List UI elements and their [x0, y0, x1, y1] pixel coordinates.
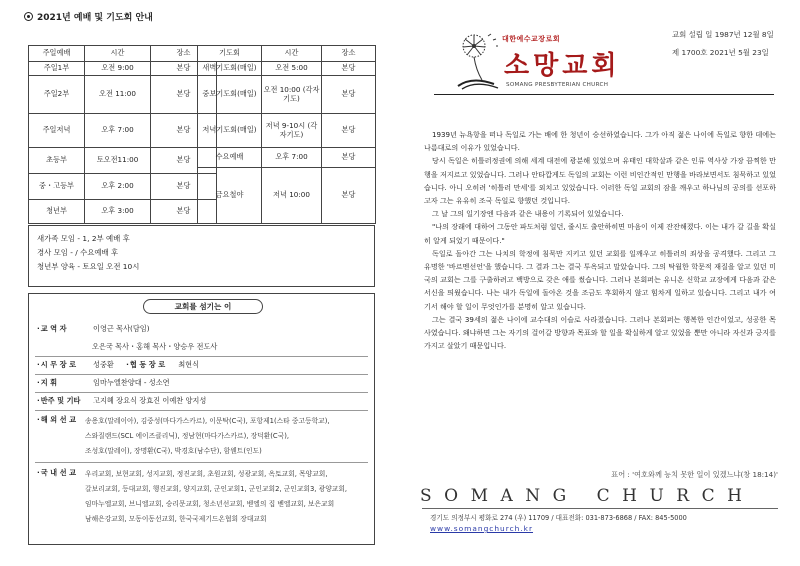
table-cell: 중・고등부 — [29, 174, 85, 200]
address: 경기도 의정부시 평화로 274 (우) 11709 / 대표전화: 031-873-6868 / FAX: 845-5000 — [430, 514, 687, 522]
divider — [35, 410, 368, 411]
table-cell: 오후 2:00 — [85, 174, 151, 200]
divider — [35, 392, 368, 393]
staff-row-accompanist: ·반주 및 기타 고지혜 장요식 장효진 이예찬 양지성 — [37, 396, 207, 405]
table-cell: 본당 — [151, 174, 217, 200]
table-cell: 오후 3:00 — [85, 200, 151, 224]
divider — [35, 462, 368, 463]
paragraph: 그 날 그의 일기장엔 다음과 같은 내용이 기록되어 있었습니다. — [432, 209, 624, 219]
paragraph: "나의 장래에 대하여 그동안 파도처럼 일던, 줄시도 출안하히면 마음이 이제 잔잔해졌다. 이는 내가 갈 길을 확실히 알게 되었기 때문이다." — [424, 222, 776, 245]
table-cell: 중보기도회(매일) — [198, 76, 262, 114]
logo-subtitle: 대한예수교장로회 — [502, 35, 561, 43]
table-cell: 본당 — [322, 76, 376, 114]
staff-row-overseas: ·해 외 선 교 — [37, 415, 77, 424]
article-body — [424, 128, 776, 352]
table-header: 시간 — [85, 46, 151, 62]
staff-box — [28, 293, 375, 545]
overseas-line: 조성호(말레이), 장명환(C국), 박경호(남수단), 함웬트(인도) — [85, 447, 262, 455]
table-cell: 본당 — [322, 168, 376, 224]
bullet-circle-icon — [24, 12, 33, 21]
established-date: 교회 설립 일 1987년 12월 8일 — [672, 30, 774, 39]
table-cell: 주일1부 — [29, 62, 85, 76]
meeting-line: 청년부 양육 - 토요일 오전 10시 — [37, 262, 140, 271]
prayer-schedule-table — [197, 45, 376, 224]
domestic-line: 우리교회, 보현교회, 성지교회, 정진교회, 초원교회, 성광교회, 옥토교회, 목양교회, — [85, 470, 328, 478]
table-cell: 저녁 10:00 — [262, 168, 322, 224]
domestic-line: 남해은강교회, 모동이동선교회, 한국국제기드온협회 장대교회 — [85, 515, 267, 523]
table-cell: 본당 — [322, 62, 376, 76]
table-cell: 본당 — [151, 200, 217, 224]
table-cell: 저녁기도회(매일) — [198, 114, 262, 148]
schedule-section-title: 2021년 예배 및 기도회 안내 — [24, 10, 153, 23]
staff-row-pastor: ·교 역 자 이영근 목사(담임) — [37, 324, 150, 333]
table-cell: 초등부 — [29, 148, 85, 174]
table-cell: 본당 — [151, 148, 217, 174]
divider — [35, 356, 368, 357]
worship-schedule-table — [28, 45, 217, 224]
table-header: 장소 — [322, 46, 376, 62]
table-cell: 금요철야 — [198, 168, 262, 224]
issue-info: 제 1700호 2021년 5월 23일 — [672, 48, 769, 57]
table-header: 기도회 — [198, 46, 262, 62]
table-cell: 오전 5:00 — [262, 62, 322, 76]
table-cell: 오전 11:00 — [85, 76, 151, 114]
overseas-line: 스와질랜드(SCL 에이즈클리닉), 정남현(마다가스카르), 장덕환(C국), — [85, 432, 290, 440]
church-logo — [442, 26, 632, 96]
staff-row-office: ·지 휘 임마누엘찬양대 - 성소연 — [37, 378, 170, 387]
table-header: 시간 — [262, 46, 322, 62]
table-cell: 오후 7:00 — [85, 114, 151, 148]
brand-wordmark: SOMANG CHURCH — [420, 486, 755, 506]
table-cell: 본당 — [151, 76, 217, 114]
table-cell: 오전 10:00 (각자기도) — [262, 76, 322, 114]
table-cell: 본당 — [322, 148, 376, 168]
paragraph: 1939년 뉴욕항을 떠나 독일로 가는 배에 한 청년이 승선하였습니다. 그가 아직 젊은 나이에 독일로 향한 데에는 나름대로의 이유가 있었습니다. — [424, 130, 776, 153]
table-cell: 청년부 — [29, 200, 85, 224]
header-divider — [434, 94, 774, 95]
domestic-line: 임마누엘교회, 브니엘교회, 승리문교회, 청소년선교회, 벧엘의 집 벧엘교회, 보은교회 — [85, 500, 335, 508]
domestic-line: 갈보리교회, 등대교회, 행진교회, 양지교회, 군인교회1, 군인교회2, 군인교회3, 광양교회, — [85, 485, 348, 493]
table-cell: 오전 9:00 — [85, 62, 151, 76]
paragraph: 독일로 돌아간 그는 나치의 학정에 침묵만 지키고 있던 교회를 일깨우고 히틀러의 죄상을 공격했다. 그리고 그 유명한 '바르멘선언'을 했습니다. 그 결과 그는 결국 투옥되고 말았습니다. 그의 탁월한 학문적 재질을 알고 있던 미국의 교회는 그를 구출하려고 백방으로 갖은 애를 썼습니다. 그러나 본회퍼는 유니온 신학교 교장에게 다음과 같은 서신을 띄웠습니다. 나는 내가 독일에 돌아온 것을 조금도 후회하지 않고 힘차게 일하고 있습니다. 그리고 내가 여기서 해야 할 일이 무엇인가를 분명히 알고 있습니다. — [424, 248, 776, 311]
table-header: 장소 — [151, 46, 217, 62]
divider — [35, 374, 368, 375]
table-cell: 오후 7:00 — [262, 148, 322, 168]
meetings-box — [28, 225, 375, 287]
overseas-line: 송용호(말레이아), 김중성(마다가스카르), 이문탁(C국), 포항제1(스타 중고등학교), — [85, 417, 330, 425]
staff-title: 교회를 섬기는 이 — [143, 299, 263, 314]
logo-english: SOMANG PRESBYTERIAN CHURCH — [506, 82, 609, 88]
table-cell: 본당 — [151, 114, 217, 148]
meeting-line: 경사 모임 - / 수요예배 후 — [37, 248, 119, 257]
staff-row-domestic: ·국 내 선 교 — [37, 468, 77, 477]
paragraph: 당시 독일은 히틀러정권에 의해 세계 대전에 광분해 있었으며 유태인 대학살과 같은 인류 역사상 가장 끔찍한 만행을 저지르고 있었습니다. 그러나 안타깝게도 독일의 교회는 이런 비인간적인 만행을 바라보면서도 침묵하고 있었습니다. 아니 오히려 '히틀러 만세'를 외치고 있었습니다. 이러한 독일 교회의 잠을 깨우고 하나님의 공의를 선포하고자 그는 유유히 조국 독일로 향했던 것입니다. — [424, 156, 776, 206]
right-page — [400, 0, 800, 566]
table-header: 주일예배 — [29, 46, 85, 62]
pastor-name: 이영근 목사(담임) — [93, 324, 150, 333]
logo-title: 소망교회 — [504, 51, 621, 81]
footer-divider — [422, 508, 778, 509]
table-cell: 토오전11:00 — [85, 148, 151, 174]
table-cell: 주일2부 — [29, 76, 85, 114]
staff-row-pastor-2: 오은국 목사・홍해 목사・양승우 전도사 — [92, 342, 218, 351]
table-cell: 본당 — [151, 62, 217, 76]
table-cell: 본당 — [322, 114, 376, 148]
meeting-line: 새가족 모임 - 1, 2부 예배 후 — [37, 234, 130, 243]
paragraph: 그는 결국 39세의 젊은 나이에 교수대의 이슬로 사라졌습니다. 그러나 본회퍼는 행복한 인간이었고, 성공한 목사였습니다. 왜냐하면 그는 자기의 걸어갈 방향과 목표와 할 일을 확실하게 알고 있었을 뿐만 아니라 자신과 긍지를 가지고 살았기 때문입니다. — [424, 314, 776, 351]
dandelion-logo-icon — [452, 28, 508, 94]
table-cell: 저녁 9-10시 (각자기도) — [262, 114, 322, 148]
table-cell: 주일저녁 — [29, 114, 85, 148]
table-cell: 새벽기도회(매일) — [198, 62, 262, 76]
website-link[interactable]: www.somangchurch.kr — [430, 524, 534, 533]
table-cell: 수요예배 — [198, 148, 262, 168]
staff-row-elders: ·시 무 장 로 성중환 ·협 동 장 로 최현식 — [37, 360, 200, 369]
motto: 표어 : '여호와께 능치 못한 일이 있겠느냐(창 18:14)' — [611, 470, 778, 479]
